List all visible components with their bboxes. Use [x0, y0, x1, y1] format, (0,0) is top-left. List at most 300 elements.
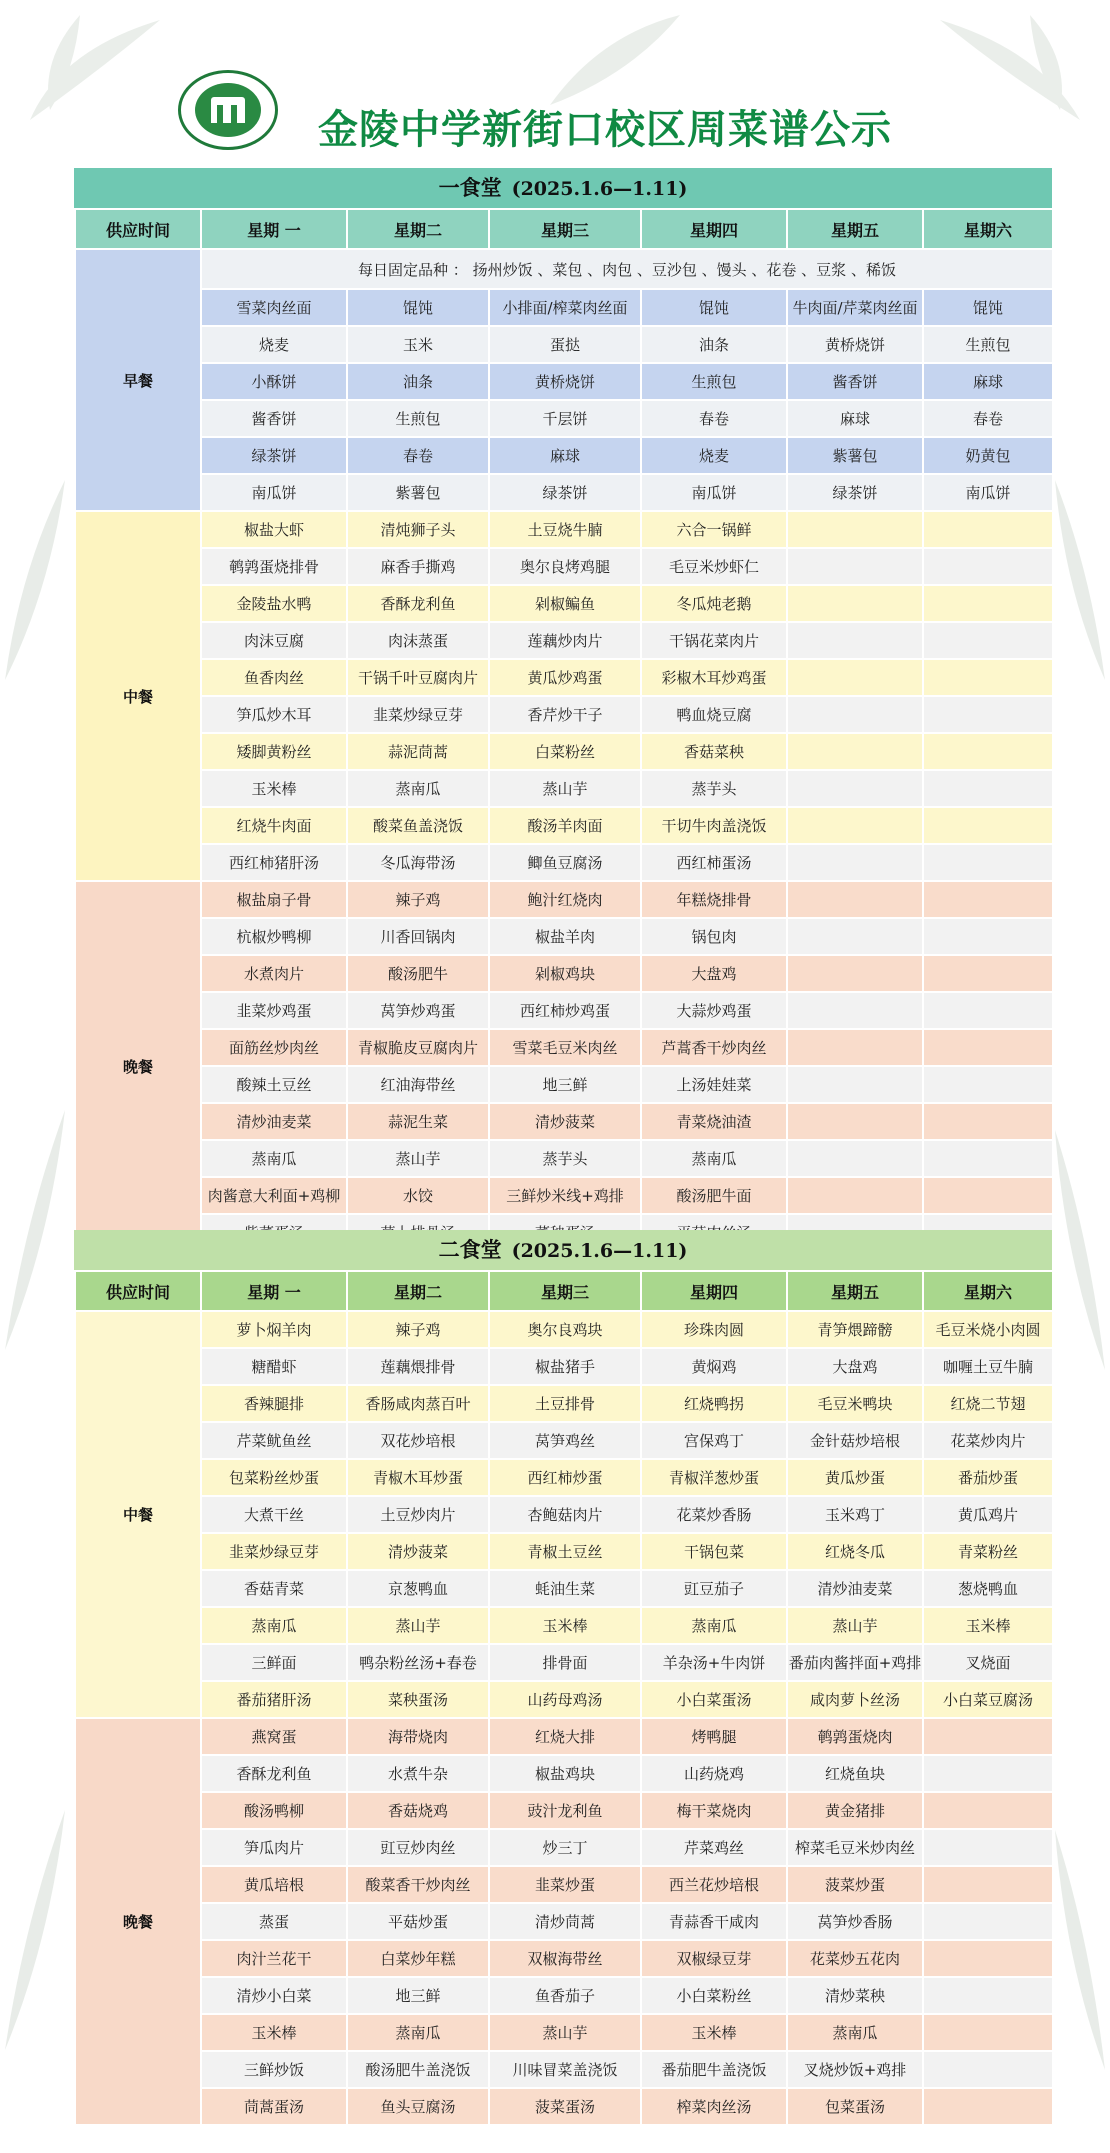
dish-cell: 肉汁兰花干: [201, 1940, 347, 1977]
dish-cell: [923, 511, 1053, 548]
dish-cell: 馄饨: [347, 289, 489, 326]
dish-cell: 椒盐扇子骨: [201, 881, 347, 918]
dish-cell: 酸汤肥牛面: [641, 1177, 787, 1214]
menu-row: [75, 1385, 1053, 1422]
dish-cell: 包菜蛋汤: [787, 2088, 923, 2125]
dish-cell: 土豆炒肉片: [347, 1496, 489, 1533]
dish-cell: 清炒菠菜: [489, 1103, 641, 1140]
dish-cell: 麻球: [489, 437, 641, 474]
dish-cell: [923, 955, 1053, 992]
dish-cell: 春卷: [347, 437, 489, 474]
menu-row: [75, 1459, 1053, 1496]
date-range: (2025.1.6—1.11): [511, 178, 688, 200]
dish-cell: [787, 622, 923, 659]
dish-cell: 蒸山芋: [787, 1607, 923, 1644]
dish-cell: 燕窝蛋: [201, 1718, 347, 1755]
dish-cell: 香菇菜秧: [641, 733, 787, 770]
dish-cell: 毛豆米鸭块: [787, 1385, 923, 1422]
dish-cell: 烧麦: [201, 326, 347, 363]
dish-cell: [787, 1029, 923, 1066]
menu-row: [75, 2014, 1053, 2051]
dish-cell: 鸭血烧豆腐: [641, 696, 787, 733]
menu-row: [75, 1866, 1053, 1903]
dish-cell: 包菜粉丝炒蛋: [201, 1459, 347, 1496]
dish-cell: 三鲜炒米线+鸡排: [489, 1177, 641, 1214]
dish-cell: 豉汁龙利鱼: [489, 1792, 641, 1829]
dish-cell: 小排面/榨菜肉丝面: [489, 289, 641, 326]
dish-cell: 笋瓜肉片: [201, 1829, 347, 1866]
menu-row: [75, 1607, 1053, 1644]
dish-cell: 玉米棒: [201, 770, 347, 807]
dish-cell: 蒸芋头: [489, 1140, 641, 1177]
dish-cell: 珍珠肉圆: [641, 1311, 787, 1348]
meal-label: 中餐: [75, 511, 201, 881]
header-day: 星期六: [923, 209, 1053, 249]
school-logo-icon: [178, 70, 278, 150]
dish-cell: 地三鲜: [489, 1066, 641, 1103]
dish-cell: 酸汤肥牛盖浇饭: [347, 2051, 489, 2088]
dish-cell: 干锅花菜肉片: [641, 622, 787, 659]
dish-cell: 香肠咸肉蒸百叶: [347, 1385, 489, 1422]
dish-cell: 肉沫蒸蛋: [347, 622, 489, 659]
dish-cell: 蒸山芋: [347, 1140, 489, 1177]
dish-cell: [923, 1940, 1053, 1977]
dish-cell: [787, 844, 923, 881]
dish-cell: 蒸南瓜: [787, 2014, 923, 2051]
dish-cell: 羊杂汤+牛肉饼: [641, 1644, 787, 1681]
dish-cell: 莴笋炒香肠: [787, 1903, 923, 1940]
dish-cell: 油条: [641, 326, 787, 363]
dish-cell: [923, 659, 1053, 696]
dish-cell: [923, 1066, 1053, 1103]
dish-cell: 双椒海带丝: [489, 1940, 641, 1977]
dish-cell: 清炒茼蒿: [489, 1903, 641, 1940]
dish-cell: 蒸山芋: [347, 1607, 489, 1644]
menu-row: [75, 511, 1053, 548]
dish-cell: [923, 733, 1053, 770]
menu-row: [75, 1681, 1053, 1718]
dish-cell: 麻球: [923, 363, 1053, 400]
menu-row: [75, 2088, 1053, 2125]
dish-cell: [923, 807, 1053, 844]
dish-cell: 西红柿炒蛋: [489, 1459, 641, 1496]
dish-cell: 紫薯包: [787, 437, 923, 474]
header-day: 星期四: [641, 209, 787, 249]
dish-cell: [787, 585, 923, 622]
menu-row: [75, 1103, 1053, 1140]
dish-cell: 青菜烧油渣: [641, 1103, 787, 1140]
dish-cell: 酸辣土豆丝: [201, 1066, 347, 1103]
dish-cell: 鹌鹑蛋烧肉: [787, 1718, 923, 1755]
menu-row: [75, 1066, 1053, 1103]
menu-row: [75, 2051, 1053, 2088]
dish-cell: 玉米棒: [923, 1607, 1053, 1644]
dish-cell: 南瓜饼: [641, 474, 787, 511]
dish-cell: [923, 585, 1053, 622]
dish-cell: 菠菜蛋汤: [489, 2088, 641, 2125]
menu-row: [75, 881, 1053, 918]
dish-cell: 菠菜炒蛋: [787, 1866, 923, 1903]
dish-cell: 莴笋炒鸡蛋: [347, 992, 489, 1029]
dish-cell: [923, 918, 1053, 955]
dish-cell: 辣子鸡: [347, 881, 489, 918]
dish-cell: 川香回锅肉: [347, 918, 489, 955]
dish-cell: [923, 2014, 1053, 2051]
meal-label: 晚餐: [75, 881, 201, 1251]
header-day: 星期五: [787, 209, 923, 249]
menu-row: [75, 918, 1053, 955]
menu-row: [75, 1644, 1053, 1681]
dish-cell: [923, 2051, 1053, 2088]
header-row: [75, 1271, 1053, 1311]
dish-cell: 生煎包: [347, 400, 489, 437]
dish-cell: 韭菜炒蛋: [489, 1866, 641, 1903]
dish-cell: 花菜炒香肠: [641, 1496, 787, 1533]
dish-cell: 白菜粉丝: [489, 733, 641, 770]
dish-cell: 小白菜蛋汤: [641, 1681, 787, 1718]
header-supply-time: 供应时间: [75, 1271, 201, 1311]
dish-cell: 地三鲜: [347, 1977, 489, 2014]
menu-row: [75, 400, 1053, 437]
fixed-items-row: [75, 249, 1053, 289]
dish-cell: 土豆排骨: [489, 1385, 641, 1422]
dish-cell: 春卷: [923, 400, 1053, 437]
dish-cell: 南瓜饼: [201, 474, 347, 511]
menu-row: [75, 1348, 1053, 1385]
menu-row: [75, 1496, 1053, 1533]
header-row: [75, 209, 1053, 249]
dish-cell: 青椒洋葱炒蛋: [641, 1459, 787, 1496]
dish-cell: [787, 733, 923, 770]
dish-cell: 麻球: [787, 400, 923, 437]
dish-cell: 双椒绿豆芽: [641, 1940, 787, 1977]
dish-cell: 青蒜香干咸肉: [641, 1903, 787, 1940]
dish-cell: [923, 881, 1053, 918]
cafeteria-name: 二食堂: [438, 1238, 502, 1262]
dish-cell: 西兰花炒培根: [641, 1866, 787, 1903]
dish-cell: 香芹炒干子: [489, 696, 641, 733]
dish-cell: 杭椒炒鸭柳: [201, 918, 347, 955]
dish-cell: 剁椒鳊鱼: [489, 585, 641, 622]
dish-cell: 韭菜炒绿豆芽: [347, 696, 489, 733]
header-day: 星期二: [347, 209, 489, 249]
dish-cell: [787, 548, 923, 585]
dish-cell: 咸肉萝卜丝汤: [787, 1681, 923, 1718]
dish-cell: 绿茶饼: [787, 474, 923, 511]
dish-cell: [923, 844, 1053, 881]
header-day: 星期四: [641, 1271, 787, 1311]
cafeteria-section: [74, 1230, 1052, 2126]
dish-cell: [787, 770, 923, 807]
menu-row: [75, 1940, 1053, 1977]
dish-cell: 酱香饼: [787, 363, 923, 400]
dish-cell: 金陵盐水鸭: [201, 585, 347, 622]
dish-cell: 辣子鸡: [347, 1311, 489, 1348]
dish-cell: 糖醋虾: [201, 1348, 347, 1385]
dish-cell: 香菇烧鸡: [347, 1792, 489, 1829]
menu-row: [75, 326, 1053, 363]
dish-cell: 莲藕炒肉片: [489, 622, 641, 659]
date-range: (2025.1.6—1.11): [511, 1240, 688, 1262]
menu-row: [75, 1829, 1053, 1866]
dish-cell: [787, 1103, 923, 1140]
dish-cell: [787, 1140, 923, 1177]
meal-label: 中餐: [75, 1311, 201, 1718]
dish-cell: 生煎包: [923, 326, 1053, 363]
dish-cell: 绿茶饼: [489, 474, 641, 511]
dish-cell: 清炒小白菜: [201, 1977, 347, 2014]
dish-cell: 鲫鱼豆腐汤: [489, 844, 641, 881]
dish-cell: 芹菜鸡丝: [641, 1829, 787, 1866]
dish-cell: [787, 918, 923, 955]
dish-cell: 椒盐大虾: [201, 511, 347, 548]
dish-cell: 韭菜炒鸡蛋: [201, 992, 347, 1029]
dish-cell: 毛豆米炒虾仁: [641, 548, 787, 585]
dish-cell: 香酥龙利鱼: [347, 585, 489, 622]
dish-cell: 蒜泥生菜: [347, 1103, 489, 1140]
dish-cell: 蒸南瓜: [641, 1140, 787, 1177]
dish-cell: 黄瓜培根: [201, 1866, 347, 1903]
dish-cell: 清炒油麦菜: [787, 1570, 923, 1607]
dish-cell: 莲藕煨排骨: [347, 1348, 489, 1385]
dish-cell: 小白菜豆腐汤: [923, 1681, 1053, 1718]
dish-cell: 酸菜鱼盖浇饭: [347, 807, 489, 844]
dish-cell: [787, 1066, 923, 1103]
dish-cell: 上汤娃娃菜: [641, 1066, 787, 1103]
dish-cell: 叉烧炒饭+鸡排: [787, 2051, 923, 2088]
menu-row: [75, 437, 1053, 474]
leaf-decoration-icon: [1050, 1820, 1110, 2080]
dish-cell: 清炒菜秧: [787, 1977, 923, 2014]
dish-cell: [787, 881, 923, 918]
dish-cell: 牛肉面/芹菜肉丝面: [787, 289, 923, 326]
dish-cell: 葱烧鸭血: [923, 1570, 1053, 1607]
dish-cell: 水饺: [347, 1177, 489, 1214]
dish-cell: 南瓜饼: [923, 474, 1053, 511]
menu-row: [75, 1903, 1053, 1940]
dish-cell: 青椒脆皮豆腐肉片: [347, 1029, 489, 1066]
dish-cell: [923, 1755, 1053, 1792]
dish-cell: 酸汤羊肉面: [489, 807, 641, 844]
dish-cell: 椒盐鸡块: [489, 1755, 641, 1792]
dish-cell: 红烧大排: [489, 1718, 641, 1755]
dish-cell: 大盘鸡: [641, 955, 787, 992]
dish-cell: 鱼香肉丝: [201, 659, 347, 696]
dish-cell: 鱼头豆腐汤: [347, 2088, 489, 2125]
dish-cell: 青笋煨蹄髈: [787, 1311, 923, 1348]
dish-cell: [787, 696, 923, 733]
cafeteria-name: 一食堂: [438, 176, 502, 200]
dish-cell: 清炒菠菜: [347, 1533, 489, 1570]
dish-cell: 大盘鸡: [787, 1348, 923, 1385]
dish-cell: 豇豆炒肉丝: [347, 1829, 489, 1866]
dish-cell: 西红柿炒鸡蛋: [489, 992, 641, 1029]
dish-cell: 鱼香茄子: [489, 1977, 641, 2014]
dish-cell: 清炖狮子头: [347, 511, 489, 548]
menu-table: [74, 1270, 1054, 2126]
dish-cell: 黄焖鸡: [641, 1348, 787, 1385]
dish-cell: [923, 1718, 1053, 1755]
dish-cell: 韭菜炒绿豆芽: [201, 1533, 347, 1570]
dish-cell: 肉沫豆腐: [201, 622, 347, 659]
header-day: 星期三: [489, 1271, 641, 1311]
dish-cell: 土豆烧牛腩: [489, 511, 641, 548]
dish-cell: 萝卜焖羊肉: [201, 1311, 347, 1348]
dish-cell: [787, 511, 923, 548]
dish-cell: 水煮肉片: [201, 955, 347, 992]
dish-cell: 春卷: [641, 400, 787, 437]
dish-cell: [923, 1866, 1053, 1903]
dish-cell: 川味冒菜盖浇饭: [489, 2051, 641, 2088]
header-day: 星期二: [347, 1271, 489, 1311]
dish-cell: [923, 1792, 1053, 1829]
dish-cell: 雪菜肉丝面: [201, 289, 347, 326]
dish-cell: 黄瓜炒鸡蛋: [489, 659, 641, 696]
dish-cell: 锅包肉: [641, 918, 787, 955]
dish-cell: 红油海带丝: [347, 1066, 489, 1103]
dish-cell: 干锅千叶豆腐肉片: [347, 659, 489, 696]
dish-cell: 酸菜香干炒肉丝: [347, 1866, 489, 1903]
dish-cell: 黄瓜炒蛋: [787, 1459, 923, 1496]
dish-cell: 黄金猪排: [787, 1792, 923, 1829]
menu-row: [75, 585, 1053, 622]
dish-cell: [923, 622, 1053, 659]
menu-row: [75, 289, 1053, 326]
dish-cell: 千层饼: [489, 400, 641, 437]
dish-cell: 花菜炒肉片: [923, 1422, 1053, 1459]
dish-cell: 西红柿蛋汤: [641, 844, 787, 881]
dish-cell: [923, 1140, 1053, 1177]
dish-cell: 黄瓜鸡片: [923, 1496, 1053, 1533]
dish-cell: 蒸南瓜: [347, 2014, 489, 2051]
header-day: 星期三: [489, 209, 641, 249]
dish-cell: 鲍汁红烧肉: [489, 881, 641, 918]
menu-row: [75, 622, 1053, 659]
header-day: 星期五: [787, 1271, 923, 1311]
menu-row: [75, 770, 1053, 807]
dish-cell: 雪菜毛豆米肉丝: [489, 1029, 641, 1066]
dish-cell: 叉烧面: [923, 1644, 1053, 1681]
dish-cell: 肉酱意大利面+鸡柳: [201, 1177, 347, 1214]
dish-cell: 番茄炒蛋: [923, 1459, 1053, 1496]
dish-cell: 剁椒鸡块: [489, 955, 641, 992]
menu-row: [75, 955, 1053, 992]
cafeteria-title: [74, 1230, 1052, 1270]
dish-cell: [787, 992, 923, 1029]
dish-cell: 冬瓜海带汤: [347, 844, 489, 881]
dish-cell: 烧麦: [641, 437, 787, 474]
dish-cell: 西红柿猪肝汤: [201, 844, 347, 881]
menu-row: [75, 1422, 1053, 1459]
dish-cell: [923, 992, 1053, 1029]
dish-cell: 矮脚黄粉丝: [201, 733, 347, 770]
dish-cell: 青椒木耳炒蛋: [347, 1459, 489, 1496]
dish-cell: 椒盐羊肉: [489, 918, 641, 955]
menu-row: [75, 1755, 1053, 1792]
dish-cell: 冬瓜炖老鹅: [641, 585, 787, 622]
menu-table: [74, 208, 1054, 1252]
dish-cell: 酸汤肥牛: [347, 955, 489, 992]
dish-cell: [787, 807, 923, 844]
dish-cell: 油条: [347, 363, 489, 400]
dish-cell: 京葱鸭血: [347, 1570, 489, 1607]
menu-row: [75, 807, 1053, 844]
dish-cell: [787, 659, 923, 696]
dish-cell: 白菜炒年糕: [347, 1940, 489, 1977]
dish-cell: 笋瓜炒木耳: [201, 696, 347, 733]
dish-cell: 蚝油生菜: [489, 1570, 641, 1607]
leaf-decoration-icon: [0, 1800, 70, 2060]
dish-cell: 豇豆茄子: [641, 1570, 787, 1607]
dish-cell: 番茄猪肝汤: [201, 1681, 347, 1718]
dish-cell: 莴笋鸡丝: [489, 1422, 641, 1459]
menu-row: [75, 1029, 1053, 1066]
dish-cell: [923, 696, 1053, 733]
menu-row: [75, 696, 1053, 733]
header-supply-time: 供应时间: [75, 209, 201, 249]
header-day: 星期 一: [201, 209, 347, 249]
fixed-items-text: 每日固定品种 ： 扬州炒饭 、菜包 、肉包 、豆沙包 、馒头 、花卷 、豆浆 、稀饭: [201, 249, 1053, 289]
dish-cell: 奶黄包: [923, 437, 1053, 474]
menu-row: [75, 733, 1053, 770]
dish-cell: 海带烧肉: [347, 1718, 489, 1755]
dish-cell: 小酥饼: [201, 363, 347, 400]
menu-row: [75, 659, 1053, 696]
dish-cell: 蒸南瓜: [201, 1140, 347, 1177]
menu-row: [75, 363, 1053, 400]
dish-cell: 蒸南瓜: [641, 1607, 787, 1644]
dish-cell: [923, 1029, 1053, 1066]
dish-cell: 彩椒木耳炒鸡蛋: [641, 659, 787, 696]
dish-cell: 榨菜肉丝汤: [641, 2088, 787, 2125]
meal-label: 早餐: [75, 249, 201, 511]
dish-cell: 玉米鸡丁: [787, 1496, 923, 1533]
dish-cell: 黄桥烧饼: [787, 326, 923, 363]
dish-cell: 金针菇炒培根: [787, 1422, 923, 1459]
dish-cell: [787, 1177, 923, 1214]
dish-cell: 蒸南瓜: [347, 770, 489, 807]
dish-cell: 蒸南瓜: [201, 1607, 347, 1644]
dish-cell: 毛豆米烧小肉圆: [923, 1311, 1053, 1348]
dish-cell: 三鲜面: [201, 1644, 347, 1681]
dish-cell: 玉米棒: [201, 2014, 347, 2051]
dish-cell: 干切牛肉盖浇饭: [641, 807, 787, 844]
dish-cell: 菜秧蛋汤: [347, 1681, 489, 1718]
menu-row: [75, 1140, 1053, 1177]
dish-cell: 清炒油麦菜: [201, 1103, 347, 1140]
dish-cell: 梅干菜烧肉: [641, 1792, 787, 1829]
menu-row: [75, 1792, 1053, 1829]
dish-cell: 山药母鸡汤: [489, 1681, 641, 1718]
header-day: 星期六: [923, 1271, 1053, 1311]
dish-cell: 红烧鱼块: [787, 1755, 923, 1792]
dish-cell: 芹菜鱿鱼丝: [201, 1422, 347, 1459]
dish-cell: 馄饨: [923, 289, 1053, 326]
menu-row: [75, 1718, 1053, 1755]
dish-cell: 番茄肉酱拌面+鸡排: [787, 1644, 923, 1681]
dish-cell: 红烧冬瓜: [787, 1533, 923, 1570]
dish-cell: 茼蒿蛋汤: [201, 2088, 347, 2125]
dish-cell: 水煮牛杂: [347, 1755, 489, 1792]
dish-cell: 干锅包菜: [641, 1533, 787, 1570]
dish-cell: 榨菜毛豆米炒肉丝: [787, 1829, 923, 1866]
dish-cell: 香酥龙利鱼: [201, 1755, 347, 1792]
dish-cell: 红烧鸭拐: [641, 1385, 787, 1422]
dish-cell: 平菇炒蛋: [347, 1903, 489, 1940]
leaf-decoration-icon: [1050, 1120, 1110, 1380]
dish-cell: 蒸蛋: [201, 1903, 347, 1940]
dish-cell: 红烧二节翅: [923, 1385, 1053, 1422]
